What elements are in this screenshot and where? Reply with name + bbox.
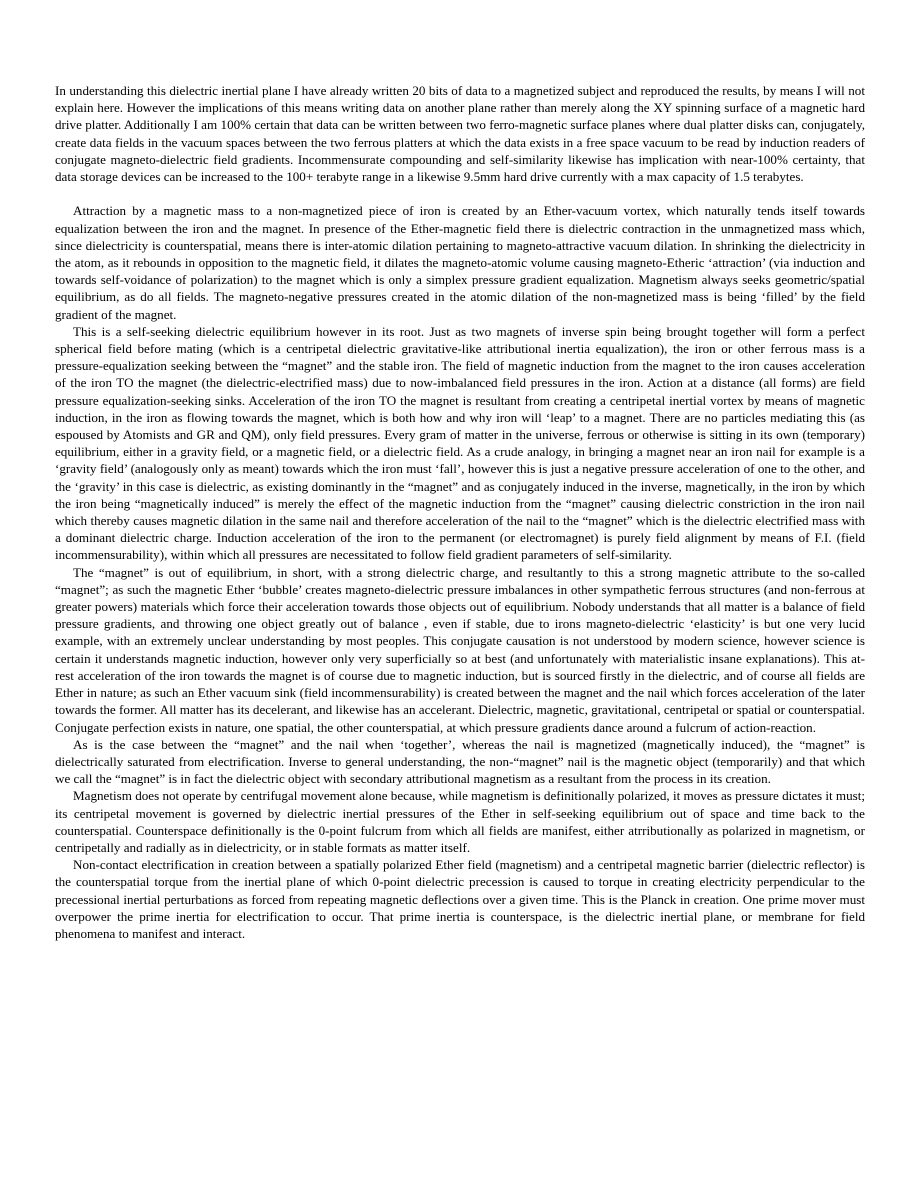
paragraph-magnetism-centrifugal: Magnetism does not operate by centrifugal movement alone because, while magnetism is definitionally polarized, it moves as pressure dictates it must; its centripetal movement is governed by dielectric inertial pressures of the Ether in self-seeking equilibrium out of space and time back to the counterspatial. Counterspace definitionally is the 0-point fulcrum from which all fields are manifest, either atrributionally as polarized in magnetism, or centripetally and radially as in dielectricity, or in stable formats as matter itself.: [55, 788, 865, 855]
paragraph-data-storage: In understanding this dielectric inertial plane I have already written 20 bits of data to a magnetized subject and reproduced the results, by means I will not explain here. However the implications of this means writing data on another plane rather than merely along the XY spinning surface of a magnetic hard drive platter. Additionally I am 100% certain that data can be written between two ferro-magnetic surface planes where dual platter disks can, conjugately, create data fields in the vacuum spaces between the two ferrous platters at which the data exists in a free space vacuum to be read by induction readers of conjugate magneto-dielectric field gradients. Incommensurate compounding and self-similarity likewise has implication with near-100% certainty, that data storage devices can be increased to the 100+ terabyte range in a likewise 9.5mm hard drive currently with a max capacity of 1.5 terabytes.: [55, 83, 865, 185]
paragraph-attraction: Attraction by a magnetic mass to a non-magnetized piece of iron is created by an Ether-vacuum vortex, which naturally tends itself towards equalization between the iron and the magnet. In presence of the Ether-magnetic field there is dielectric contraction in the unmagnetized mass which, since dielectricity is counterspatial, means there is inter-atomic dilation pertaining to magneto-attractive vacuum dilation. In shrinking the dielectricity in the atom, as it rebounds in opposition to the magnetic field, it dilates the magneto-atomic volume causing magneto-Etheric ‘attraction’ (via induction and towards self-voidance of polarization) to the magnet which is only a simplex pressure gradient equalization. Magnetism always seeks geometric/spatial equilibrium, as do all fields. The magneto-negative pressures created in the atomic dilation of the non-magnetized mass is being ‘filled’ by the field gradient of the magnet.: [55, 203, 865, 322]
paragraph-self-seeking-equilibrium: This is a self-seeking dielectric equilibrium however in its root. Just as two magnets of inverse spin being brought together will form a perfect spherical field before mating (which is a centripetal dielectric gravitative-like attributional inertia equalization), the iron or other ferrous mass is a pressure-equalization seeking between the “magnet” and the stable iron. The field of magnetic induction from the magnet to the iron causes acceleration of the iron TO the magnet (the dielectric-electrified mass) due to now-imbalanced field pressures in the iron. Action at a distance (all forms) are field pressure equalization-seeking sinks. Acceleration of the iron TO the magnet is resultant from creating a centripetal inertial vortex by means of magnetic induction, in the iron as flowing towards the magnet, which is both how and why iron will ‘leap’ to a magnet. There are no particles mediating this (as espoused by Atomists and GR and QM), only field pressures. Every gram of matter in the universe, ferrous or otherwise is sitting in its own (temporary) equilibrium, either in a gravity field, or a magnetic field, or a dielectric field. As a crude analogy, in bringing a magnet near an iron nail for example is a ‘gravity field’ (analogously only as meant) towards which the iron must ‘fall’, however this is just a negative pressure acceleration of one to the other, and the ‘gravity’ in this case is dielectric, as existing dominantly in the “magnet” and as conjugately induced in the inverse, magnetically, in the iron by which the iron being “magnetically induced” is merely the effect of the magnetic induction from the “magnet” causing dielectric constriction in the iron nail which thereby causes magnetic dilation in the same nail and therefore acceleration of the nail to the “magnet” which is the dielectric electrified mass with a dominant dielectric charge. Induction acceleration of the iron to the permanent (or electromagnet) is purely field alignment by means of F.I. (field incommensurability), within which all pressures are necessitated to follow field gradient parameters of self-similarity.: [55, 323, 865, 563]
paragraph-magnet-and-nail: As is the case between the “magnet” and the nail when ‘together’, whereas the nail is magnetized (magnetically induced), the “magnet” is dielectrically saturated from electrification. Inverse to general understanding, the non-“magnet” nail is the magnetic object (temporarily) and that which we call the “magnet” is in fact the dielectric object with secondary attributional magnetism as a resultant from the process in its creation.: [55, 736, 865, 787]
document-body: [55, 82, 865, 942]
paragraph-non-contact-electrification: Non-contact electrification in creation between a spatially polarized Ether field (magnetism) and a centripetal magnetic barrier (dielectric reflector) is the counterspatial torque from the inertial plane of which 0-point dielectric precession is caused to torque in creating electricity perpendicular to the precessional inertial perturbations as forced from repeating magnetic deflections over a given time. This is the Planck in creation. One prime mover must overpower the prime inertia for electrification to occur. That prime inertia is counterspace, is the dielectric inertial plane, or membrane for field phenomena to manifest and interact.: [55, 857, 865, 941]
paragraph-magnet-out-of-equilibrium: The “magnet” is out of equilibrium, in short, with a strong dielectric charge, and resultantly to this a strong magnetic attribute to the so-called “magnet”; as such the magnetic Ether ‘bubble’ creates magneto-dielectric pressure imbalances in other sympathetic ferrous structures (and non-ferrous at greater powers) materials which force their acceleration towards those objects out of equilibrium. Nobody understands that all matter is a balance of field pressure gradients, and throwing one object greatly out of balance , even if stable, due to irons magneto-dielectric ‘elasticity’ is but one very lucid example, with an extremely unclear understanding by most peoples. This conjugate causation is not understood by modern science, however science is certain it understands magnetic induction, however only very superficially so at best (and unfortunately with materialistic insane explanations). This at-rest acceleration of the iron towards the magnet is of course due to magnetic induction, but is sourced firstly in the dielectric, and of course all fields are Ether in nature; as such an Ether vacuum sink (field incommensurability) is created between the magnet and the nail which forces acceleration of the later towards the former. All matter has its decelerant, and likewise has an accelerant. Dielectric, magnetic, gravitational, centripetal or spatial or counterspatial. Conjugate perfection exists in nature, one spatial, the other counterspatial, at which pressure gradients dance around a fulcrum of action-reaction.: [55, 564, 865, 735]
